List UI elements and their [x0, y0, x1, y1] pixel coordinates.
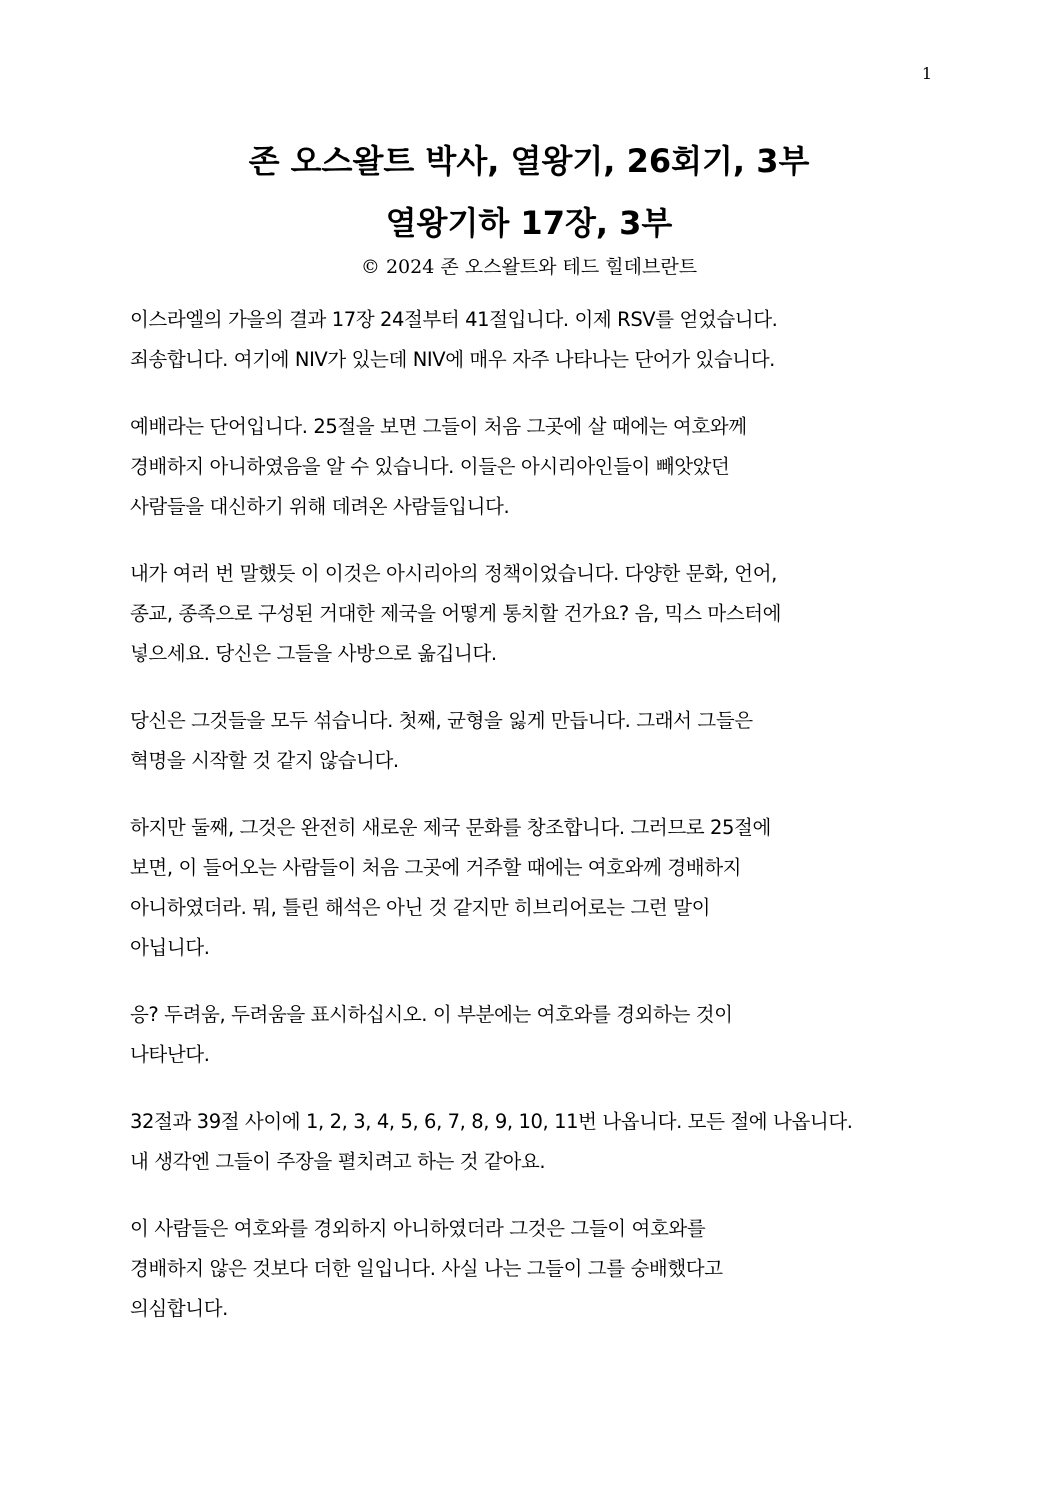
paragraph: 응? 두려움, 두려움을 표시하십시오. 이 부분에는 여호와를 경외하는 것이 나타난다. [130, 1003, 733, 1066]
paragraph: 하지만 둘째, 그것은 완전히 새로운 제국 문화를 창조합니다. 그러므로 25절에 보면, 이 들어오는 사람들이 처음 그곳에 거주할 때에는 여호와께 경배하지 아니하였더라. 뭐, 틀린 해석은 아닌 것 같지만 히브리어로는 그런 말이 아닙니다. [130, 816, 771, 959]
document-subtitle: 열왕기하 17장, 3부 [385, 204, 673, 242]
document-body [130, 300, 940, 1356]
paragraph: 내가 여러 번 말했듯 이 이것은 아시리아의 정책이었습니다. 다양한 문화, 언어, 종교, 종족으로 구성된 거대한 제국을 어떻게 통치할 건가요? 음, 믹스 마스터에 넣으세요. 당신은 그들을 사방으로 옮깁니다. [130, 562, 782, 665]
copyright-notice: © 2024 존 오스왈트와 테드 힐데브란트 [360, 256, 698, 278]
paragraph: 32절과 39절 사이에 1, 2, 3, 4, 5, 6, 7, 8, 9, 10, 11번 나옵니다. 모든 절에 나옵니다. 내 생각엔 그들이 주장을 펼치려고 하는 것 같아요. [130, 1110, 853, 1173]
paragraph: 예배라는 단어입니다. 25절을 보면 그들이 처음 그곳에 살 때에는 여호와께 경배하지 아니하였음을 알 수 있습니다. 이들은 아시리아인들이 빼앗았던 사람들을 대신하기 위해 데려온 사람들입니다. [130, 415, 747, 518]
paragraph: 이 사람들은 여호와를 경외하지 아니하였더라 그것은 그들이 여호와를 경배하지 않은 것보다 더한 일입니다. 사실 나는 그들이 그를 숭배했다고 의심합니다. [130, 1217, 723, 1320]
paragraph: 당신은 그것들을 모두 섞습니다. 첫째, 균형을 잃게 만듭니다. 그래서 그들은 혁명을 시작할 것 같지 않습니다. [130, 709, 753, 772]
document-title: 존 오스왈트 박사, 열왕기, 26회기, 3부 [248, 142, 810, 180]
page-number: 1 [921, 64, 932, 83]
document-header [0, 130, 1058, 280]
paragraph: 이스라엘의 가을의 결과 17장 24절부터 41절입니다. 이제 RSV를 얻었습니다. 죄송합니다. 여기에 NIV가 있는데 NIV에 매우 자주 나타나는 단어가 있습니다. [130, 308, 778, 371]
